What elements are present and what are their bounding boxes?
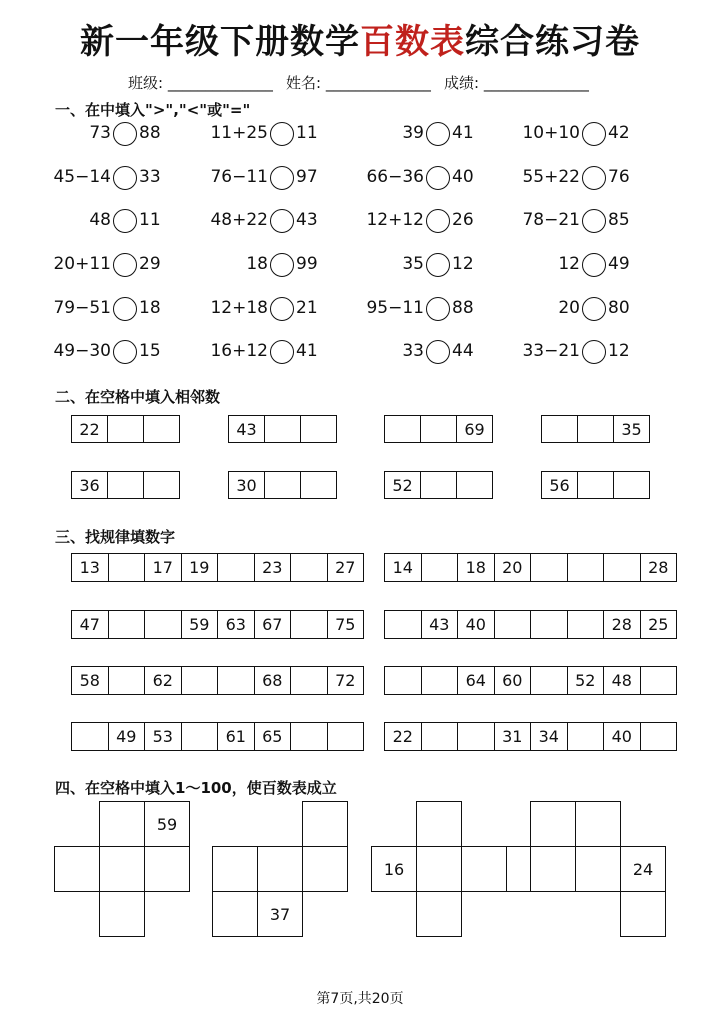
comparison-right-expr: 40: [452, 167, 474, 187]
comparison-left-expr: 49−30: [53, 341, 111, 361]
given-number-cell: 17: [144, 553, 182, 582]
comparison-left-expr: 12+18: [210, 298, 268, 318]
blank-answer-cell[interactable]: [264, 415, 301, 443]
comparison-right-expr: 97: [296, 167, 318, 187]
answer-circle[interactable]: [582, 166, 606, 190]
given-number-cell: 64: [457, 666, 495, 695]
given-number-cell: 49: [108, 722, 146, 751]
blank-answer-cell[interactable]: [217, 553, 255, 582]
given-number-cell: 30: [228, 471, 265, 499]
answer-circle[interactable]: [270, 209, 294, 233]
answer-circle[interactable]: [582, 253, 606, 277]
answer-circle[interactable]: [426, 340, 450, 364]
given-number-cell: 62: [144, 666, 182, 695]
blank-answer-cell[interactable]: [613, 471, 650, 499]
answer-circle[interactable]: [113, 253, 137, 277]
given-number-cell: 72: [327, 666, 365, 695]
blank-answer-cell[interactable]: [416, 891, 462, 937]
blank-answer-cell[interactable]: [290, 610, 328, 639]
blank-answer-cell[interactable]: [300, 471, 337, 499]
given-number-cell: 13: [71, 553, 109, 582]
comparison-right-expr: 11: [139, 210, 161, 230]
blank-answer-cell[interactable]: [421, 722, 459, 751]
blank-answer-cell[interactable]: [71, 722, 109, 751]
blank-answer-cell[interactable]: [530, 801, 576, 847]
blank-answer-cell[interactable]: [530, 846, 576, 892]
score-field[interactable]: 成绩: ______________: [444, 74, 589, 92]
answer-circle[interactable]: [113, 166, 137, 190]
comparison-left-expr: 18: [246, 254, 268, 274]
comparison-left-expr: 48+22: [210, 210, 268, 230]
blank-answer-cell[interactable]: [420, 415, 457, 443]
given-number-cell: 60: [494, 666, 532, 695]
given-number-cell: 52: [567, 666, 605, 695]
comparison-right-expr: 85: [608, 210, 630, 230]
comparison-right-expr: 18: [139, 298, 161, 318]
comparison-left-expr: 95−11: [366, 298, 424, 318]
comparison-right-expr: 12: [452, 254, 474, 274]
blank-answer-cell[interactable]: [421, 553, 459, 582]
blank-answer-cell[interactable]: [217, 666, 255, 695]
page-footer: 第7页,共20页: [316, 991, 404, 1007]
comparison-left-expr: 39: [402, 123, 424, 143]
comparison-left-expr: 73: [89, 123, 111, 143]
comparison-right-expr: 29: [139, 254, 161, 274]
blank-answer-cell[interactable]: [567, 610, 605, 639]
given-number-cell: 22: [384, 722, 422, 751]
blank-answer-cell[interactable]: [99, 846, 145, 892]
blank-answer-cell[interactable]: [107, 415, 144, 443]
comparison-left-expr: 12+12: [366, 210, 424, 230]
given-number-cell: 40: [457, 610, 495, 639]
given-number-cell: 63: [217, 610, 255, 639]
given-number-cell: 20: [494, 553, 532, 582]
given-number-cell: 69: [456, 415, 493, 443]
blank-answer-cell[interactable]: [456, 471, 493, 499]
answer-circle[interactable]: [270, 253, 294, 277]
section-3-heading: 三、找规律填数字: [55, 528, 176, 546]
blank-answer-cell[interactable]: [577, 415, 614, 443]
answer-circle[interactable]: [270, 122, 294, 146]
answer-circle[interactable]: [582, 340, 606, 364]
comparison-right-expr: 88: [139, 123, 161, 143]
blank-answer-cell[interactable]: [603, 553, 641, 582]
given-number-cell: 14: [384, 553, 422, 582]
comparison-left-expr: 33: [402, 341, 424, 361]
given-number-cell: 43: [421, 610, 459, 639]
answer-circle[interactable]: [270, 297, 294, 321]
blank-answer-cell[interactable]: [143, 471, 180, 499]
answer-circle[interactable]: [582, 209, 606, 233]
section-4-heading: 四、在空格中填入1～100，使百数表成立: [55, 779, 337, 797]
answer-circle[interactable]: [270, 166, 294, 190]
comparison-left-expr: 45−14: [53, 167, 111, 187]
section-2-heading: 二、在空格中填入相邻数: [55, 388, 221, 406]
blank-answer-cell[interactable]: [290, 666, 328, 695]
blank-answer-cell[interactable]: [384, 666, 422, 695]
blank-answer-cell[interactable]: [212, 891, 258, 937]
given-number-cell: 37: [257, 891, 303, 937]
blank-answer-cell[interactable]: [530, 553, 568, 582]
blank-answer-cell[interactable]: [494, 610, 532, 639]
comparison-left-expr: 33−21: [522, 341, 580, 361]
comparison-left-expr: 76−11: [210, 167, 268, 187]
blank-answer-cell[interactable]: [384, 415, 421, 443]
blank-answer-cell[interactable]: [457, 722, 495, 751]
comparison-right-expr: 76: [608, 167, 630, 187]
given-number-cell: 25: [640, 610, 678, 639]
given-number-cell: 53: [144, 722, 182, 751]
given-number-cell: 59: [181, 610, 219, 639]
page-title: 新一年级下册数学百数表综合练习卷: [80, 22, 640, 62]
answer-circle[interactable]: [582, 122, 606, 146]
comparison-right-expr: 80: [608, 298, 630, 318]
given-number-cell: 47: [71, 610, 109, 639]
blank-answer-cell[interactable]: [530, 610, 568, 639]
blank-answer-cell[interactable]: [300, 415, 337, 443]
answer-circle[interactable]: [113, 340, 137, 364]
comparison-right-expr: 33: [139, 167, 161, 187]
comparison-right-expr: 42: [608, 123, 630, 143]
comparison-left-expr: 20+11: [53, 254, 111, 274]
answer-circle[interactable]: [426, 209, 450, 233]
blank-answer-cell[interactable]: [144, 846, 190, 892]
comparison-left-expr: 16+12: [210, 341, 268, 361]
answer-circle[interactable]: [426, 253, 450, 277]
given-number-cell: 28: [603, 610, 641, 639]
given-number-cell: 24: [620, 846, 666, 892]
blank-answer-cell[interactable]: [302, 801, 348, 847]
blank-answer-cell[interactable]: [143, 415, 180, 443]
given-number-cell: 48: [603, 666, 641, 695]
class-field[interactable]: 班级: ______________: [128, 74, 273, 92]
comparison-right-expr: 21: [296, 298, 318, 318]
comparison-right-expr: 99: [296, 254, 318, 274]
given-number-cell: 28: [640, 553, 678, 582]
comparison-left-expr: 12: [558, 254, 580, 274]
comparison-right-expr: 44: [452, 341, 474, 361]
blank-answer-cell[interactable]: [290, 722, 328, 751]
given-number-cell: 23: [254, 553, 292, 582]
blank-answer-cell[interactable]: [302, 846, 348, 892]
given-number-cell: 52: [384, 471, 421, 499]
blank-answer-cell[interactable]: [290, 553, 328, 582]
name-field[interactable]: 姓名: ______________: [286, 74, 431, 92]
given-number-cell: 19: [181, 553, 219, 582]
blank-answer-cell[interactable]: [421, 666, 459, 695]
blank-answer-cell[interactable]: [212, 846, 258, 892]
blank-answer-cell[interactable]: [384, 610, 422, 639]
title-highlight: 百数表: [360, 22, 465, 62]
given-number-cell: 36: [71, 471, 108, 499]
blank-answer-cell[interactable]: [577, 471, 614, 499]
given-number-cell: 27: [327, 553, 365, 582]
blank-answer-cell[interactable]: [567, 722, 605, 751]
given-number-cell: 18: [457, 553, 495, 582]
blank-answer-cell[interactable]: [420, 471, 457, 499]
given-number-cell: 31: [494, 722, 532, 751]
given-number-cell: 65: [254, 722, 292, 751]
comparison-left-expr: 66−36: [366, 167, 424, 187]
comparison-left-expr: 79−51: [53, 298, 111, 318]
answer-circle[interactable]: [113, 297, 137, 321]
comparison-right-expr: 88: [452, 298, 474, 318]
given-number-cell: 58: [71, 666, 109, 695]
blank-answer-cell[interactable]: [99, 891, 145, 937]
given-number-cell: 43: [228, 415, 265, 443]
given-number-cell: 34: [530, 722, 568, 751]
answer-circle[interactable]: [426, 166, 450, 190]
blank-answer-cell[interactable]: [575, 801, 621, 847]
blank-answer-cell[interactable]: [640, 666, 678, 695]
comparison-right-expr: 41: [452, 123, 474, 143]
blank-answer-cell[interactable]: [181, 722, 219, 751]
answer-circle[interactable]: [582, 297, 606, 321]
given-number-cell: 16: [371, 846, 417, 892]
blank-answer-cell[interactable]: [640, 722, 678, 751]
blank-answer-cell[interactable]: [99, 801, 145, 847]
answer-circle[interactable]: [426, 297, 450, 321]
answer-circle[interactable]: [270, 340, 294, 364]
given-number-cell: 22: [71, 415, 108, 443]
blank-answer-cell[interactable]: [575, 846, 621, 892]
comparison-right-expr: 49: [608, 254, 630, 274]
blank-answer-cell[interactable]: [541, 415, 578, 443]
given-number-cell: 68: [254, 666, 292, 695]
blank-answer-cell[interactable]: [257, 846, 303, 892]
blank-answer-cell[interactable]: [327, 722, 365, 751]
comparison-left-expr: 55+22: [522, 167, 580, 187]
comparison-left-expr: 35: [402, 254, 424, 274]
answer-circle[interactable]: [113, 122, 137, 146]
comparison-left-expr: 78−21: [522, 210, 580, 230]
blank-answer-cell[interactable]: [181, 666, 219, 695]
section-1-heading: 一、在中填入">","<"或"=": [55, 101, 251, 119]
blank-answer-cell[interactable]: [461, 846, 507, 892]
comparison-right-expr: 43: [296, 210, 318, 230]
answer-circle[interactable]: [113, 209, 137, 233]
answer-circle[interactable]: [426, 122, 450, 146]
given-number-cell: 35: [613, 415, 650, 443]
comparison-left-expr: 10+10: [522, 123, 580, 143]
given-number-cell: 59: [144, 801, 190, 847]
blank-answer-cell[interactable]: [108, 666, 146, 695]
given-number-cell: 61: [217, 722, 255, 751]
blank-answer-cell[interactable]: [108, 610, 146, 639]
blank-answer-cell[interactable]: [416, 846, 462, 892]
blank-answer-cell[interactable]: [108, 553, 146, 582]
blank-answer-cell[interactable]: [264, 471, 301, 499]
comparison-left-expr: 11+25: [210, 123, 268, 143]
comparison-right-expr: 26: [452, 210, 474, 230]
blank-answer-cell[interactable]: [144, 610, 182, 639]
comparison-right-expr: 41: [296, 341, 318, 361]
blank-answer-cell[interactable]: [530, 666, 568, 695]
comparison-right-expr: 15: [139, 341, 161, 361]
comparison-left-expr: 20: [558, 298, 580, 318]
given-number-cell: 75: [327, 610, 365, 639]
blank-answer-cell[interactable]: [54, 846, 100, 892]
given-number-cell: 67: [254, 610, 292, 639]
blank-answer-cell[interactable]: [416, 801, 462, 847]
blank-answer-cell[interactable]: [620, 891, 666, 937]
given-number-cell: 40: [603, 722, 641, 751]
comparison-left-expr: 48: [89, 210, 111, 230]
given-number-cell: 56: [541, 471, 578, 499]
blank-answer-cell[interactable]: [107, 471, 144, 499]
blank-answer-cell[interactable]: [567, 553, 605, 582]
comparison-right-expr: 12: [608, 341, 630, 361]
comparison-right-expr: 11: [296, 123, 318, 143]
